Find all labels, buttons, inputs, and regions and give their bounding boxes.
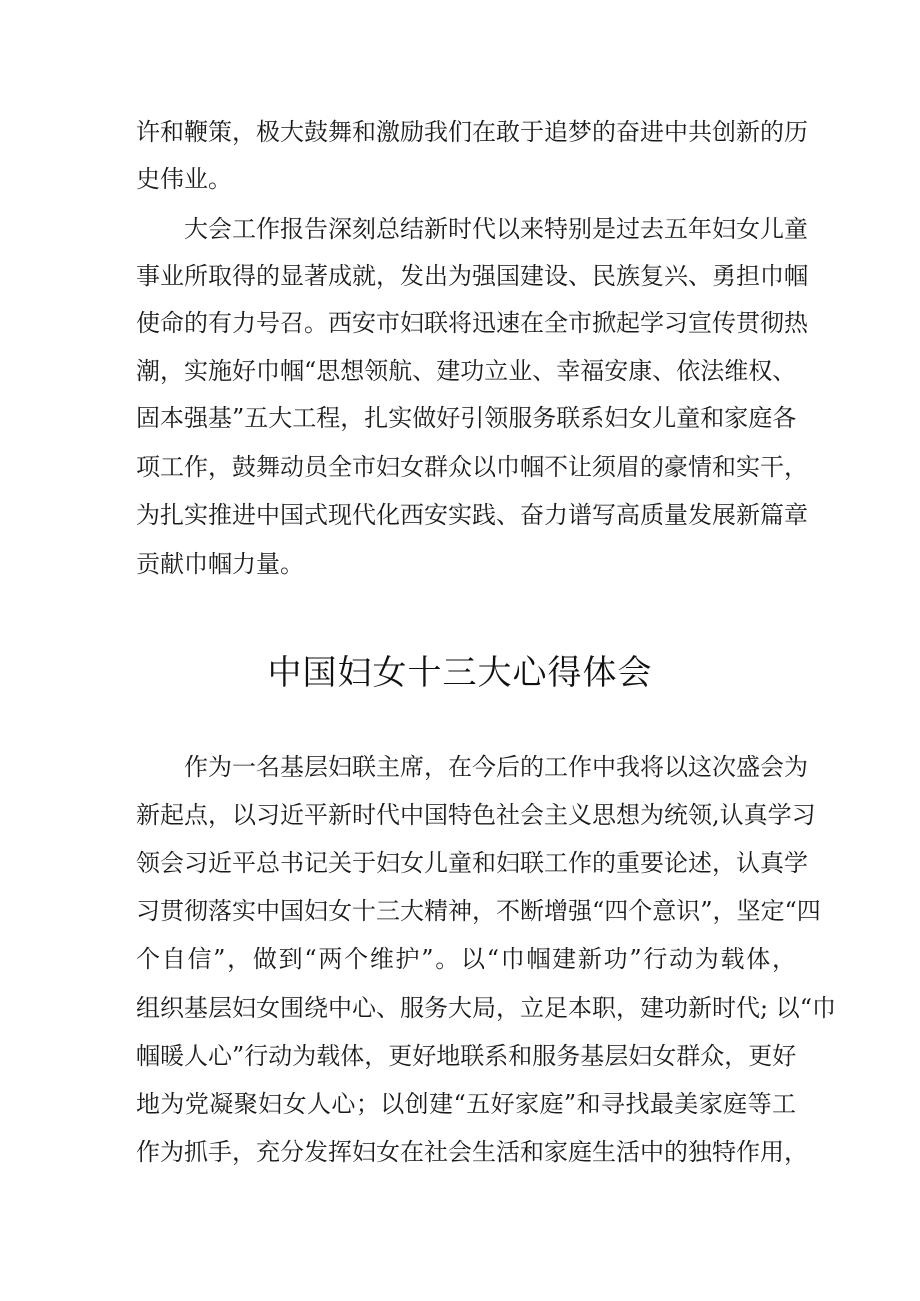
paragraph-line: 组织基层妇女围绕中心、服务大局，立足本职，建功新时代; 以“巾 bbox=[136, 994, 836, 1022]
paragraph-line: 潮，实施好巾帼“思想领航、建功立业、幸福安康、依法维权、 bbox=[136, 357, 797, 385]
paragraph-line: 地为党凝聚妇女人心；以创建“五好家庭”和寻找最美家庭等工 bbox=[136, 1090, 796, 1118]
paragraph-line: 作为抓手，充分发挥妇女在社会生活和家庭生活中的独特作用， bbox=[136, 1138, 808, 1166]
paragraph-first-line: 大会工作报告深刻总结新时代以来特别是过去五年妇女儿童 bbox=[184, 215, 808, 243]
paragraph-line: 事业所取得的显著成就，发出为强国建设、民族复兴、勇担巾帼 bbox=[136, 262, 808, 290]
paragraph-line: 项工作，鼓舞动员全市妇女群众以巾帼不让须眉的豪情和实干， bbox=[136, 453, 808, 481]
paragraph-line: 习贯彻落实中国妇女十三大精神，不断增强“四个意识”，坚定“四 bbox=[136, 897, 821, 925]
paragraph-line: 固本强基”五大工程，扎实做好引领服务联系妇女儿童和家庭各 bbox=[136, 404, 797, 432]
paragraph-line: 为扎实推进中国式现代化西安实践、奋力谱写高质量发展新篇章 bbox=[136, 501, 808, 529]
paragraph-line: 许和鞭策，极大鼓舞和激励我们在敢于追梦的奋进中共创新的历 bbox=[136, 118, 808, 146]
section-title: 中国妇女十三大心得体会 bbox=[267, 653, 653, 693]
paragraph-first-line: 作为一名基层妇联主席，在今后的工作中我将以这次盛会为 bbox=[184, 753, 808, 781]
paragraph-line: 帼暖人心”行动为载体，更好地联系和服务基层妇女群众，更好 bbox=[136, 1042, 797, 1070]
paragraph-line: 领会习近平总书记关于妇女儿童和妇联工作的重要论述，认真学 bbox=[136, 849, 808, 877]
paragraph-line: 个自信”，做到“两个维护”。以“巾帼建新功”行动为载体， bbox=[136, 945, 796, 973]
paragraph-line: 史伟业。 bbox=[136, 165, 232, 193]
paragraph-line: 使命的有力号召。西安市妇联将迅速在全市掀起学习宣传贯彻热 bbox=[136, 309, 808, 337]
paragraph-line: 新起点，以习近平新时代中国特色社会主义思想为统领,认真学习 bbox=[136, 801, 816, 829]
paragraph-line: 贡献巾帼力量。 bbox=[136, 550, 304, 578]
